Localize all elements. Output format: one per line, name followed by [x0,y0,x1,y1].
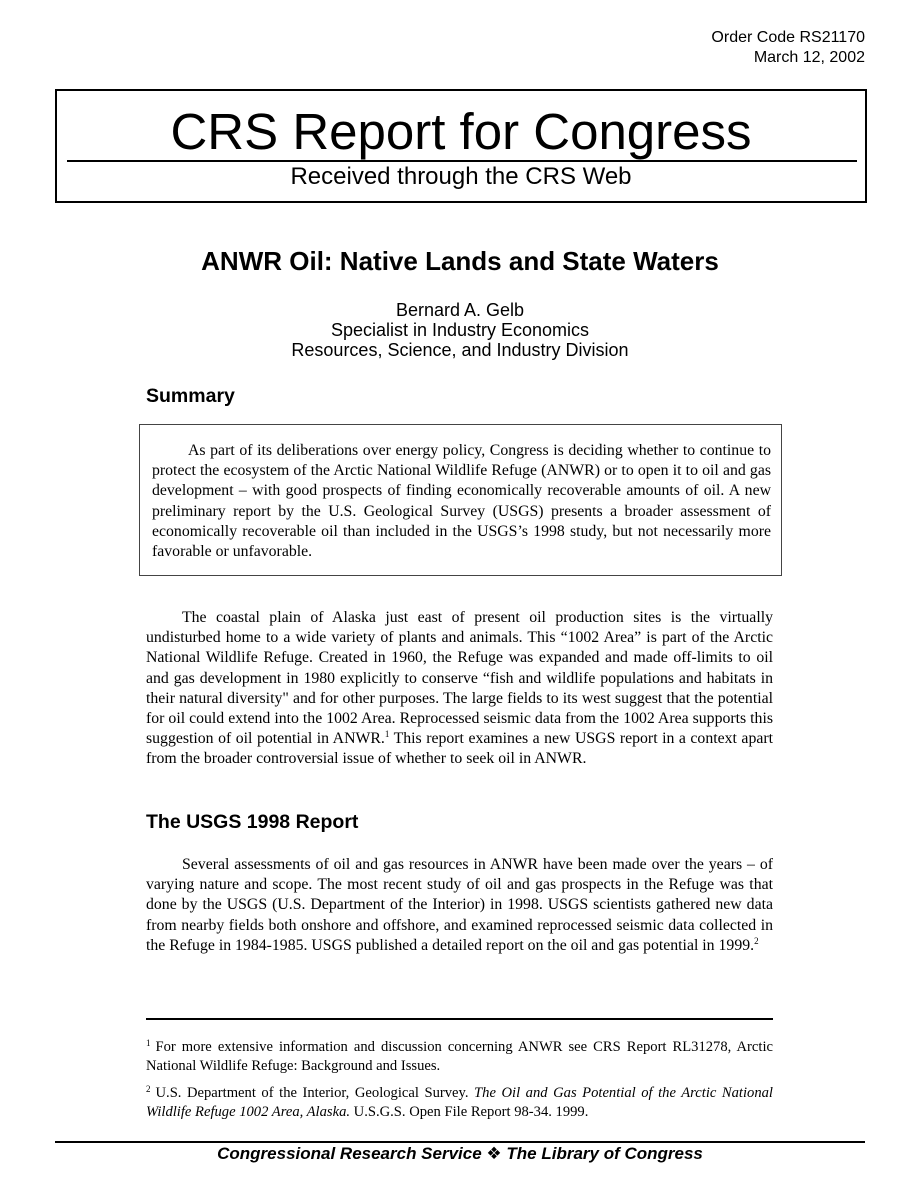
summary-text: As part of its deliberations over energy policy, Congress is deciding whether to continue to protect the ecosystem of the Arctic National Wildlife Refuge (ANWR) or to open it to oil and gas development – with good prospects of finding economically recoverable amounts of oil. A new preliminary report by the U.S. Geological Survey (USGS) presents a broader assessment of economically recoverable oil than included in the USGS’s 1998 study, but not necessarily more favorable or unfavorable. [152,442,771,561]
footnote-number: 2 [146,1084,151,1094]
footer-separator-icon: ❖ [486,1144,502,1163]
summary-box [139,424,782,576]
banner-subtitle: Received through the CRS Web [290,163,632,190]
summary-heading: Summary [146,385,235,407]
footnote-2 [146,1084,773,1122]
footnote-text: U.S. Department of the Interior, Geological Survey. [155,1085,475,1101]
footnote-ref-1[interactable]: 1 [384,729,390,740]
order-info [711,28,865,68]
intro-text-continued: This report examines a new USGS report in a context apart from the broader controversial issue of whether to seek oil in ANWR. [146,730,774,768]
page-footer [0,1143,920,1165]
footnote-cited-title: The Oil and Gas Potential of the Arctic National Wildlife Refuge 1002 Area, Alaska. [146,1085,773,1120]
report-date: March 12, 2002 [753,49,865,66]
usgs-1998-paragraph [146,855,773,956]
report-title: ANWR Oil: Native Lands and State Waters [201,246,719,276]
banner-title: CRS Report for Congress [170,103,752,160]
author-division: Resources, Science, and Industry Division [291,340,629,360]
footnote-ref-2[interactable]: 2 [754,935,759,946]
author-block [0,300,920,360]
banner-divider [67,160,857,162]
footnote-text-end: U.S.G.S. Open File Report 98-34. 1999. [350,1104,589,1120]
footnote-divider [146,1018,773,1020]
footer-crs: Congressional Research Service [217,1144,482,1163]
footnote-number: 1 [146,1038,151,1048]
crs-banner [55,89,867,203]
author-position: Specialist in Industry Economics [330,320,590,340]
author-name: Bernard A. Gelb [395,300,525,320]
order-code: Order Code RS21170 [711,29,865,46]
intro-text: The coastal plain of Alaska just east of present oil production sites is the virtually undisturbed home to a wide variety of plants and animals. This “1002 Area” is part of the Arctic National Wildlife Refuge. Created in 1960, the Refuge was expanded and made off-limits to oil and gas development in 1980 explicitly to conserve “fish and wildlife populations and habitats in their natural diversity" and for other purposes. The large fields to its west suggest that the potential for oil could extend into the 1002 Area. Reprocessed seismic data from the 1002 Area supports this suggestion of oil potential in ANWR. [146,609,773,748]
footer-loc: The Library of Congress [506,1144,703,1163]
footnote-1 [146,1038,773,1076]
intro-paragraph [146,608,773,770]
section-heading-usgs-1998: The USGS 1998 Report [146,811,359,833]
usgs-1998-text: Several assessments of oil and gas resources in ANWR have been made over the years – of varying nature and scope. The most recent study of oil and gas prospects in the Refuge was that done by the USGS (U.S. Department of the Interior) in 1998. USGS scientists gathered new data from nearby fields both onshore and offshore, and examined reprocessed seismic data collected in the Refuge in 1984-1985. USGS published a detailed report on the oil and gas potential in 1999. [146,856,773,954]
footnote-text: For more extensive information and discussion concerning ANWR see CRS Report RL31278, Arctic National Wildlife Refuge: Background and Issues. [146,1039,773,1074]
